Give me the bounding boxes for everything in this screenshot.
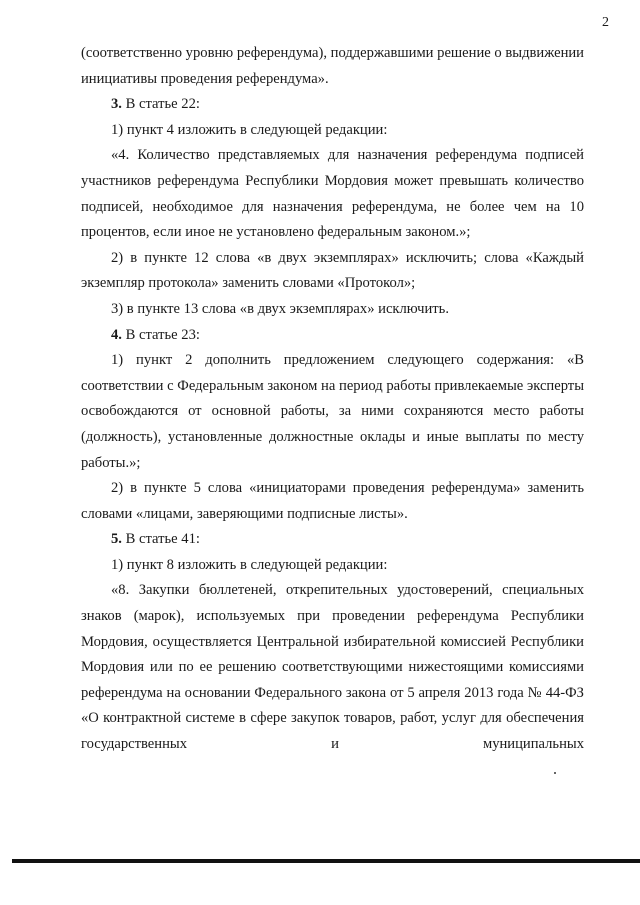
paragraph-art41-item8-text: «8. Закупки бюллетеней, открепительных удостоверений, специальных знаков (марок), используемых при проведении референдума Республики Мордовия, осуществляется Центральной избирательной комиссией Республики Мордовия или по ее решению соответствующими нижестоящими комиссиями референдума на основании Федерального закона от 5 апреля 2013 года № 44-ФЗ «О контрактной системе в сфере закупок товаров, работ, услуг для обеспечения государственных и муниципальных: [81, 582, 584, 753]
article-heading-22: [81, 92, 584, 118]
paragraph-art22-item2: 2) в пункте 12 слова «в двух экземплярах» исключить; слова «Каждый экземпляр протокола» заменить словами «Протокол»;: [81, 249, 584, 292]
paragraph-art22-item1: [81, 118, 584, 144]
paragraph-art23-item1: 1) пункт 2 дополнить предложением следующего содержания: «В соответствии с Федеральным законом на период работы привлекаемые эксперты освобождаются от основной работы, за ними сохраняются место работы (должность), установленные должностные оклады и иные выплаты по месту работы.»;: [81, 352, 584, 471]
paragraph-art41-item1: 1) пункт 8 изложить в следующей редакции:: [111, 556, 388, 573]
article-heading-41: [81, 527, 584, 553]
item-text: пункт 4 изложить в следующей редакции:: [126, 121, 388, 138]
article-heading-text: В статье 23:: [121, 326, 200, 343]
article-heading-text: В статье 41:: [121, 531, 200, 548]
article-heading-text: В статье 22:: [121, 96, 200, 113]
article-number: 4.: [111, 326, 122, 343]
scan-edge-line: [12, 859, 640, 863]
article-number: 5.: [111, 531, 122, 548]
paragraph-continuation: (соответственно уровню референдума), поддержавшими решение о выдвижении инициативы проведения референдума».: [81, 45, 584, 87]
paragraph-art23-item2: 2) в пункте 5 слова «инициаторами проведения референдума» заменить словами «лицами, заверяющими подписные листы».: [81, 480, 584, 522]
item-prefix: 1): [111, 121, 127, 138]
article-heading-23: [81, 323, 584, 349]
page-number: 2: [602, 15, 609, 30]
article-number: 3.: [111, 96, 122, 113]
document-body: [81, 41, 584, 758]
paragraph-art22-item3: 3) в пункте 13 слова «в двух экземплярах» исключить.: [111, 300, 449, 317]
scan-artifact: [554, 772, 556, 774]
paragraph-art22-item4-text: «4. Количество представляемых для назначения референдума подписей участников референдума Республики Мордовия может превышать количество подписей, необходимое для назначения референдума, не более чем на 10 процентов, если иное не установлено федеральным законом.»;: [81, 147, 584, 241]
